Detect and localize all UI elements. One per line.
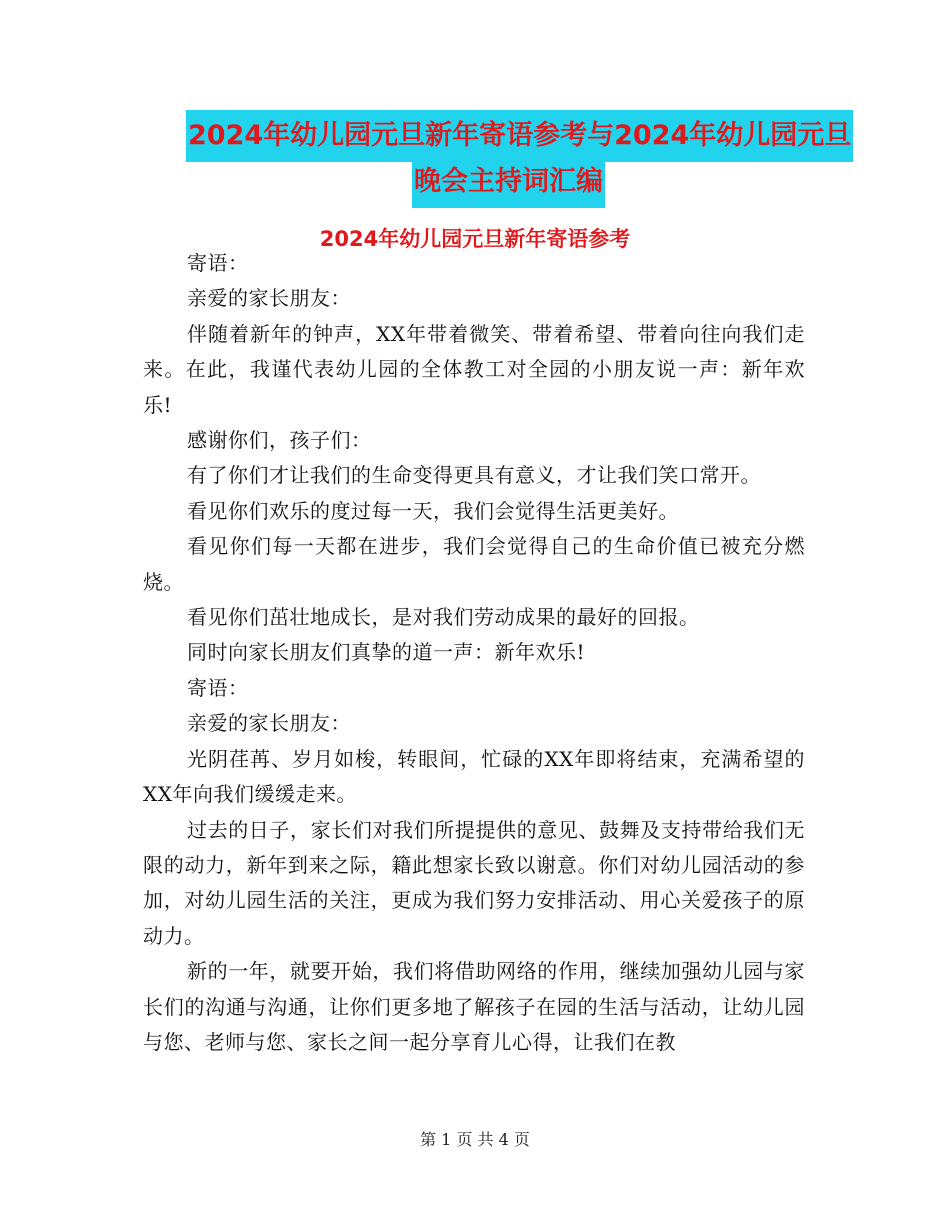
paragraph: 过去的日子，家长们对我们所提提供的意见、鼓舞及支持带给我们无限的动力，新年到来之际，籍此想家长致以谢意。你们对幼儿园活动的参加，对幼儿园生活的关注，更成为我们努力安排活动、用心关爱孩子的原动力。	[143, 817, 805, 948]
body-text	[143, 246, 805, 1060]
paragraph: 新的一年，就要开始，我们将借助网络的作用，继续加强幼儿园与家长们的沟通与沟通，让你们更多地了解孩子在园的生活与活动，让幼儿园与您、老师与您、家长之间一起分享育儿心得，让我们在教	[143, 959, 805, 1054]
paragraph: 看见你们茁壮地成长，是对我们劳动成果的最好的回报。	[187, 605, 700, 630]
paragraph: 亲爱的家长朋友：	[187, 286, 351, 311]
paragraph: 寄语：	[187, 675, 249, 700]
paragraph: 感谢你们，孩子们：	[187, 428, 372, 453]
paragraph: 光阴荏苒、岁月如梭，转眼间，忙碌的XX年即将结束，充满希望的XX年向我们缓缓走来。	[143, 746, 805, 807]
document-title-line-1: 2024年幼儿园元旦新年寄语参考与2024年幼儿园元旦	[186, 110, 853, 162]
paragraph: 看见你们欢乐的度过每一天，我们会觉得生活更美好。	[187, 498, 679, 523]
paragraph: 伴随着新年的钟声，XX年带着微笑、带着希望、带着向往向我们走来。在此，我谨代表幼儿园的全体教工对全园的小朋友说一声：新年欢乐!	[143, 321, 805, 417]
section-title: 2024年幼儿园元旦新年寄语参考	[319, 227, 631, 251]
paragraph: 同时向家长朋友们真挚的道一声：新年欢乐!	[187, 640, 586, 665]
paragraph: 亲爱的家长朋友：	[187, 711, 351, 736]
paragraph: 看见你们每一天都在进步，我们会觉得自己的生命价值已被充分燃烧。	[143, 534, 805, 594]
paragraph: 有了你们才让我们的生命变得更具有意义，才让我们笑口常开。	[187, 463, 761, 488]
paragraph: 寄语：	[187, 251, 249, 275]
document-title-line-2: 晚会主持词汇编	[412, 156, 605, 208]
page-footer: 第 1 页 共 4 页	[420, 1130, 530, 1149]
